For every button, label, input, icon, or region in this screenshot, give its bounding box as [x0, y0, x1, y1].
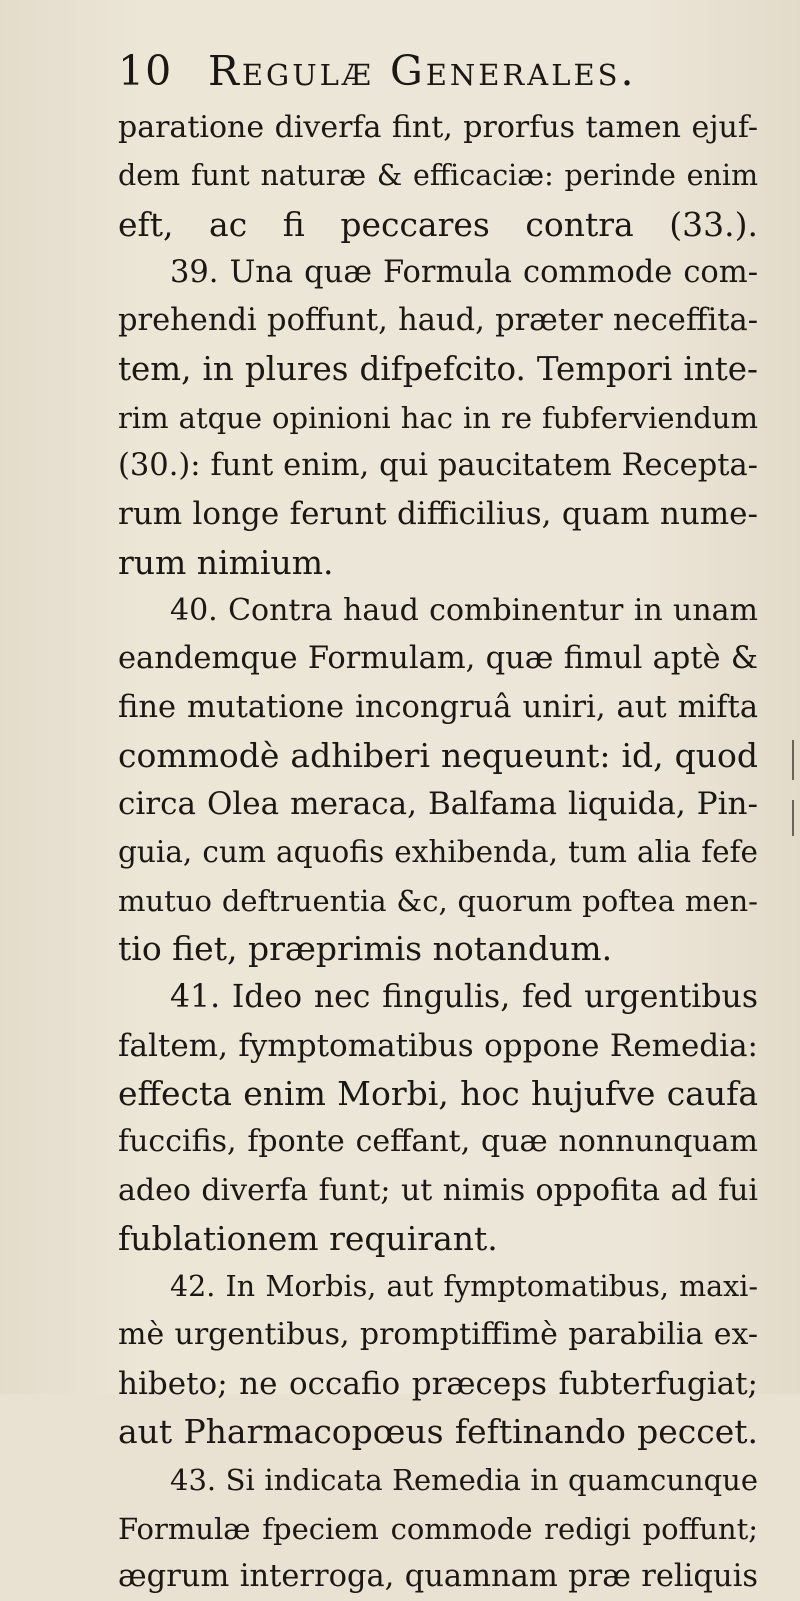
text-line: tio fiet, præprimis notandum.: [118, 929, 613, 969]
body-text: [118, 104, 778, 1601]
text-line: 40. Contra haud combinentur in unam: [170, 592, 758, 628]
text-line: faltem, fymptomatibus oppone Remedia:: [118, 1027, 758, 1064]
text-line: Formulæ fpeciem commode redigi poffunt;: [118, 1511, 758, 1546]
text-line: ægrum interroga, quamnam præ reliquis: [118, 1558, 758, 1594]
text-line: aut Pharmacopœus feftinando peccet.: [118, 1412, 758, 1452]
text-line: eandemque Formulam, quæ fimul aptè &: [118, 641, 758, 677]
text-line: hibeto; ne occafio præceps fubterfugiat;: [118, 1365, 758, 1402]
text-line: dem funt naturæ & efficaciæ: perinde enim: [118, 159, 758, 193]
text-line: prehendi poffunt, haud, præter neceffita-: [118, 303, 758, 339]
text-line: effecta enim Morbi, hoc hujufve caufa: [118, 1073, 758, 1113]
text-line: 41. Ideo nec fingulis, fed urgentibus: [170, 979, 758, 1016]
text-line: tem, in plures difpefcito. Tempori inte-: [118, 350, 758, 389]
text-line: (30.): funt enim, qui paucitatem Recepta-: [118, 448, 758, 484]
text-line: commodè adhiberi nequeunt: id, quod: [118, 735, 758, 775]
text-line: mutuo deftruentia &c, quorum poftea men-: [118, 883, 758, 918]
text-line: fuccifis, fponte ceffant, quæ nonnunquam: [118, 1124, 758, 1160]
text-line: paratione diverfa fint, prorfus tamen ejuf-: [118, 110, 758, 145]
text-line: mè urgentibus, promptiffimè parabilia ex-: [118, 1317, 758, 1353]
text-line: rum longe ferunt difficilius, quam nume-: [118, 496, 758, 533]
text-line: 39. Una quæ Formula commode com-: [170, 254, 758, 290]
running-title: Regulæ Generales.: [208, 47, 637, 95]
text-line: adeo diverfa funt; ut nimis oppofita ad fui: [118, 1172, 758, 1208]
margin-edge-mark: [792, 740, 794, 780]
page-number: 10: [118, 47, 173, 95]
text-line: guia, cum aquofis exhibenda, tum alia fefe: [118, 835, 758, 870]
text-line: fine mutatione incongruâ uniri, aut mifta: [118, 689, 758, 725]
text-line: eft, ac fi peccares contra (33.).: [118, 204, 758, 244]
text-line: rim atque opinioni hac in re fubferviendum: [118, 400, 758, 435]
text-line: circa Olea meraca, Balfama liquida, Pin-: [118, 786, 758, 823]
text-line: 42. In Morbis, aut fymptomatibus, maxi-: [170, 1270, 758, 1304]
text-line: rum nimium.: [118, 542, 334, 582]
margin-edge-mark: [792, 800, 794, 836]
text-line: fublationem requirant.: [118, 1218, 498, 1258]
page-header: [118, 46, 758, 96]
text-line: 43. Si indicata Remedia in quamcunque: [170, 1463, 758, 1498]
